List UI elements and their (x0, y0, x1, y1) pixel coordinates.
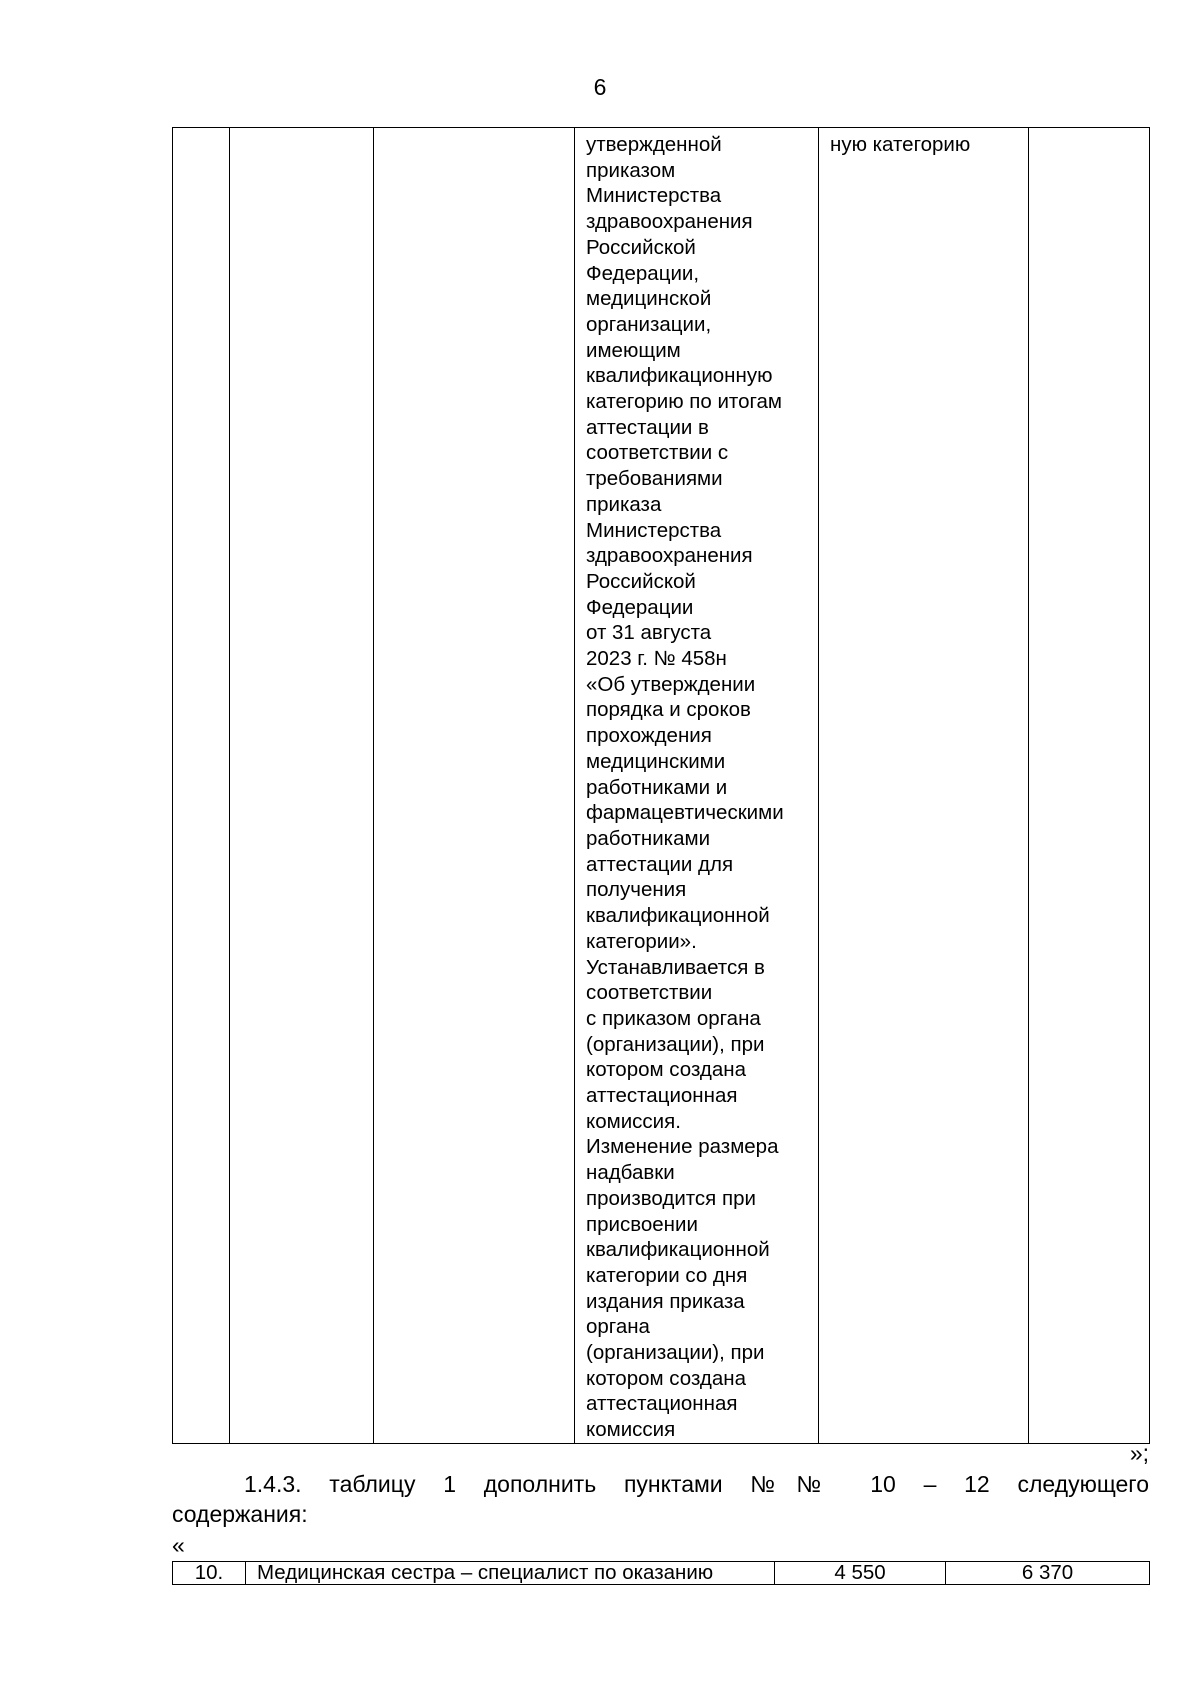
amendment-paragraph (172, 1469, 1149, 1529)
conditions-line: организации, (586, 312, 712, 336)
new-items-table (172, 1561, 1150, 1585)
conditions-line: аттестации для (586, 852, 734, 876)
conditions-line: категории». (586, 929, 697, 953)
conditions-line: аттестационная (586, 1084, 738, 1108)
conditions-line: Федерации (586, 595, 694, 619)
item-name: Медицинская сестра – специалист по оказанию (246, 1562, 775, 1585)
conditions-line: Изменение размера (586, 1135, 779, 1159)
table-cell-conditions (575, 128, 819, 1444)
conditions-line: приказом (586, 158, 676, 182)
conditions-line: (организации), при (586, 1341, 765, 1365)
conditions-line: приказа (586, 492, 662, 516)
conditions-line: работниками и (586, 775, 728, 799)
item-number: 10. (173, 1562, 246, 1585)
item-value-1: 4 550 (775, 1562, 946, 1585)
conditions-line: категорию по итогам (586, 390, 783, 414)
paragraph-line-2: содержания: (172, 1501, 308, 1527)
conditions-line: квалификационную (586, 364, 773, 388)
category-text: ную категорию (830, 133, 971, 156)
conditions-line: котором создана (586, 1366, 746, 1390)
table-cell-3 (374, 128, 575, 1444)
conditions-line: производится при (586, 1186, 756, 1210)
table-cell-2 (230, 128, 374, 1444)
page-number: 6 (593, 74, 607, 100)
conditions-line: фармацевтическими (586, 801, 784, 825)
conditions-line: аттестации в (586, 415, 709, 439)
conditions-line: Российской (586, 235, 696, 259)
conditions-line: Министерства (586, 518, 722, 542)
conditions-line: Устанавливается в (586, 955, 765, 979)
conditions-line: (организации), при (586, 1032, 765, 1056)
conditions-line: здравоохранения (586, 210, 753, 234)
conditions-line: медицинскими (586, 749, 726, 773)
conditions-line: получения (586, 878, 687, 902)
conditions-line: органа (586, 1315, 650, 1339)
closing-quote: »; (1129, 1440, 1149, 1466)
paragraph-line-1: 1.4.3. таблицу 1 дополнить пунктами №№ 10 – 12 следующего (244, 1471, 1149, 1497)
conditions-line: аттестационная (586, 1392, 738, 1416)
conditions-line: от 31 августа (586, 621, 712, 645)
conditions-line: порядка и сроков (586, 698, 751, 722)
conditions-line: Министерства (586, 184, 722, 208)
conditions-line: имеющим (586, 338, 681, 362)
conditions-line: котором создана (586, 1058, 746, 1082)
conditions-line: соответствии с (586, 441, 729, 465)
conditions-line: издания приказа (586, 1289, 745, 1313)
conditions-line: присвоении (586, 1212, 698, 1236)
conditions-line: соответствии (586, 981, 713, 1005)
conditions-line: требованиями (586, 467, 723, 491)
conditions-line: 2023 г. № 458н (586, 647, 727, 671)
opening-quote: « (172, 1532, 185, 1558)
conditions-line: работниками (586, 826, 711, 850)
conditions-line: комиссия. (586, 1109, 681, 1133)
conditions-line: Российской (586, 569, 696, 593)
conditions-line: прохождения (586, 724, 712, 748)
item-value-2: 6 370 (946, 1562, 1150, 1585)
table-cell-category (819, 128, 1029, 1444)
table-row (173, 128, 1150, 1444)
conditions-line: квалификационной (586, 904, 770, 928)
conditions-line: «Об утверждении (586, 672, 756, 696)
conditions-line: категории со дня (586, 1263, 748, 1287)
conditions-line: медицинской (586, 287, 712, 311)
table-cell-1 (173, 128, 230, 1444)
conditions-line: надбавки (586, 1161, 675, 1185)
continued-table (172, 127, 1150, 1444)
conditions-line: Федерации, (586, 261, 700, 285)
table-row (173, 1562, 1150, 1585)
conditions-line: квалификационной (586, 1238, 770, 1262)
table-cell-6 (1029, 128, 1150, 1444)
conditions-line: здравоохранения (586, 544, 753, 568)
conditions-line: комиссия (586, 1418, 676, 1442)
conditions-line: с приказом органа (586, 1006, 761, 1030)
conditions-line: утвержденной (586, 133, 722, 156)
